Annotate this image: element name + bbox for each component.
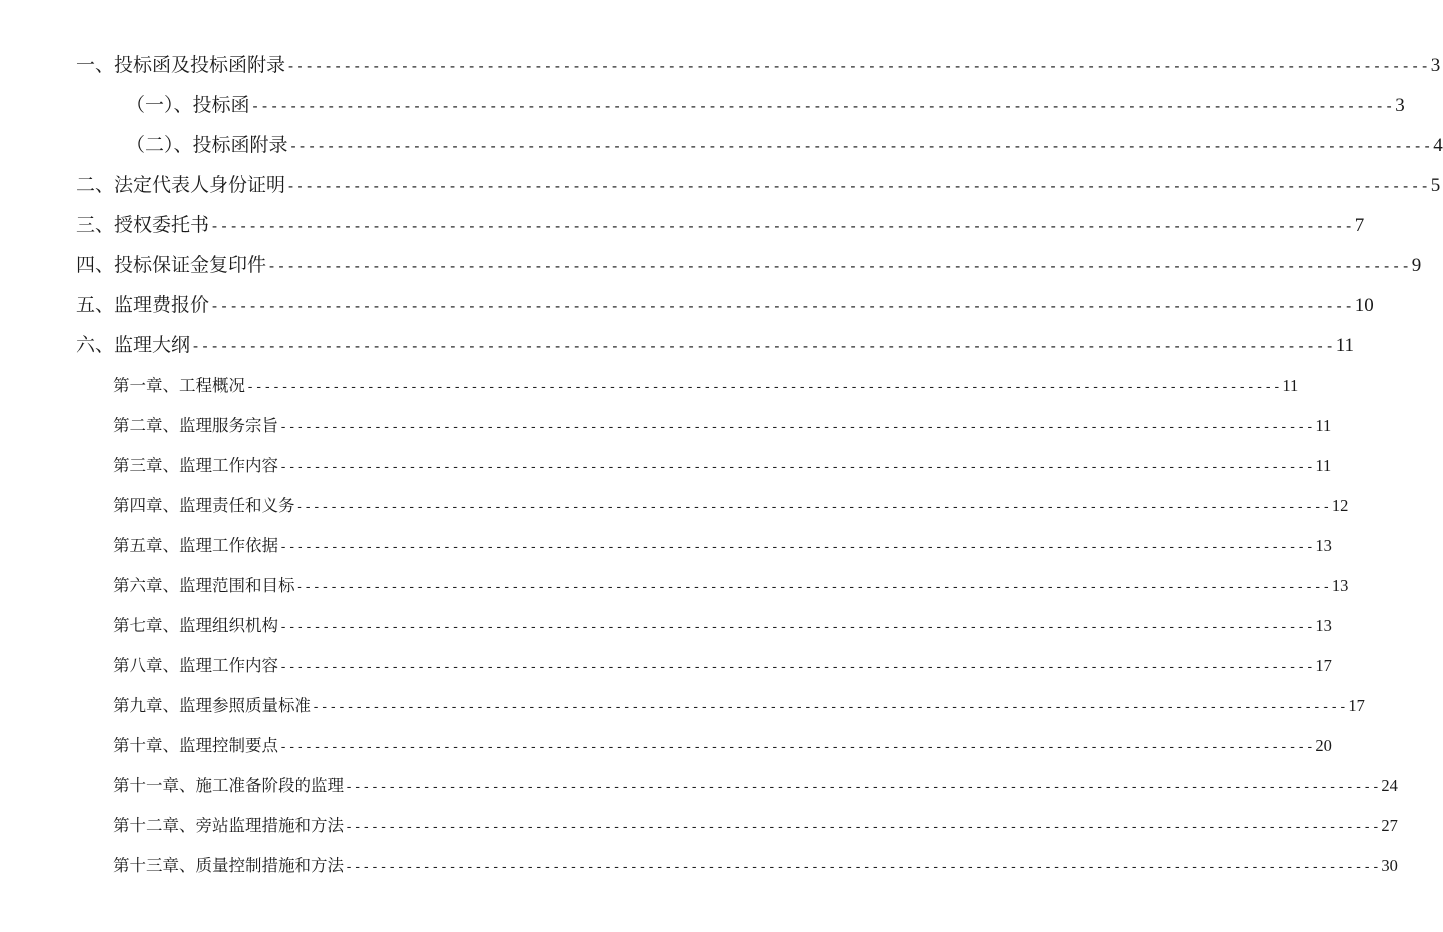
dot-leader: ------------------------------------------------------------------------------------------------------------------------: [295, 499, 1331, 515]
dot-leader: ------------------------------------------------------------------------------------------------------------------------: [295, 579, 1331, 595]
toc-entry[interactable]: [76, 170, 1441, 198]
toc-title: 第十三章、质量控制措施和方法: [113, 856, 344, 875]
toc-title: 第十章、监理控制要点: [113, 736, 278, 755]
toc-entry[interactable]: [126, 130, 1443, 158]
toc-entry[interactable]: [113, 372, 1299, 398]
toc-title: 一、投标函及投标函附录: [76, 54, 286, 76]
toc-page-number: 13: [1315, 536, 1332, 555]
toc-page-number: 13: [1315, 616, 1332, 635]
toc-page-number: 12: [1331, 496, 1349, 515]
toc-page-number: 5: [1430, 175, 1441, 196]
toc-title: 三、授权委托书: [76, 214, 210, 236]
dot-leader: ------------------------------------------------------------------------------------------------------------------------: [279, 739, 1315, 755]
toc-title: 第六章、监理范围和目标: [113, 576, 295, 595]
toc-entry[interactable]: [113, 572, 1349, 598]
toc-page-number: 3: [1430, 55, 1441, 76]
dot-leader: ------------------------------------------------------------------------------------------------------------------------: [279, 419, 1315, 435]
toc-title: 第七章、监理组织机构: [113, 616, 278, 635]
toc-entry[interactable]: [126, 90, 1405, 118]
toc-entry[interactable]: [113, 772, 1398, 798]
toc-entry[interactable]: [113, 412, 1332, 438]
toc-entry[interactable]: [113, 692, 1365, 718]
toc-entry[interactable]: [113, 732, 1332, 758]
toc-page-number: 9: [1411, 255, 1422, 276]
toc-title: （一）、投标函: [126, 94, 250, 116]
toc-page-number: 24: [1381, 776, 1398, 795]
toc-entry[interactable]: [76, 210, 1365, 238]
toc-entry[interactable]: [76, 250, 1422, 278]
toc-entry[interactable]: [113, 492, 1349, 518]
toc-title: 五、监理费报价: [76, 294, 210, 316]
toc-page-number: 13: [1331, 576, 1349, 595]
toc-title: 六、监理大纲: [76, 334, 191, 356]
toc-page-number: 11: [1315, 456, 1332, 475]
toc-title: 第十二章、旁站监理措施和方法: [113, 816, 344, 835]
dot-leader: ------------------------------------------------------------------------------------------------------------------------: [286, 57, 1430, 75]
toc-entry[interactable]: [113, 532, 1332, 558]
toc-entry[interactable]: [76, 290, 1374, 318]
toc-title: 第一章、工程概况: [113, 376, 245, 395]
toc-page-number: 3: [1395, 95, 1405, 116]
toc-page-number: 4: [1433, 135, 1443, 156]
dot-leader: ------------------------------------------------------------------------------------------------------------------------: [345, 779, 1381, 795]
dot-leader: ------------------------------------------------------------------------------------------------------------------------: [250, 97, 1395, 115]
toc-entry[interactable]: [76, 330, 1355, 358]
dot-leader: ------------------------------------------------------------------------------------------------------------------------: [210, 297, 1354, 315]
toc-title: 第二章、监理服务宗旨: [113, 416, 278, 435]
dot-leader: ------------------------------------------------------------------------------------------------------------------------: [345, 859, 1381, 875]
toc-page-number: 30: [1381, 856, 1398, 875]
toc-title: 四、投标保证金复印件: [76, 254, 267, 276]
dot-leader: ------------------------------------------------------------------------------------------------------------------------: [279, 619, 1315, 635]
toc-title: 第十一章、施工准备阶段的监理: [113, 776, 344, 795]
toc-entry[interactable]: [113, 452, 1332, 478]
toc-entry[interactable]: [113, 612, 1332, 638]
toc-title: 第四章、监理责任和义务: [113, 496, 295, 515]
toc-entry[interactable]: [113, 852, 1398, 878]
toc-page-number: 7: [1354, 215, 1365, 236]
dot-leader: ------------------------------------------------------------------------------------------------------------------------: [267, 257, 1411, 275]
toc-entry[interactable]: [113, 652, 1332, 678]
toc-title: 第五章、监理工作依据: [113, 536, 278, 555]
dot-leader: ------------------------------------------------------------------------------------------------------------------------: [191, 337, 1335, 355]
toc-title: 第九章、监理参照质量标准: [113, 696, 311, 715]
dot-leader: ------------------------------------------------------------------------------------------------------------------------: [246, 379, 1282, 395]
toc-page-number: 11: [1335, 335, 1355, 356]
toc-title: （二）、投标函附录: [126, 134, 288, 156]
toc-title: 第三章、监理工作内容: [113, 456, 278, 475]
toc-page-number: 27: [1381, 816, 1398, 835]
toc-title: 第八章、监理工作内容: [113, 656, 278, 675]
toc-title: 二、法定代表人身份证明: [76, 174, 286, 196]
toc-entry[interactable]: [113, 812, 1398, 838]
dot-leader: ------------------------------------------------------------------------------------------------------------------------: [279, 659, 1315, 675]
toc-page-number: 20: [1315, 736, 1332, 755]
dot-leader: ------------------------------------------------------------------------------------------------------------------------: [312, 699, 1348, 715]
toc-page-number: 10: [1354, 295, 1374, 316]
dot-leader: ------------------------------------------------------------------------------------------------------------------------: [210, 217, 1354, 235]
dot-leader: ------------------------------------------------------------------------------------------------------------------------: [288, 137, 1433, 155]
toc-entry[interactable]: [76, 50, 1441, 78]
dot-leader: ------------------------------------------------------------------------------------------------------------------------: [345, 819, 1381, 835]
dot-leader: ------------------------------------------------------------------------------------------------------------------------: [279, 539, 1315, 555]
dot-leader: ------------------------------------------------------------------------------------------------------------------------: [286, 177, 1430, 195]
toc-page-number: 11: [1282, 376, 1299, 395]
toc-page-number: 17: [1315, 656, 1332, 675]
toc-page-number: 11: [1315, 416, 1332, 435]
dot-leader: ------------------------------------------------------------------------------------------------------------------------: [279, 459, 1315, 475]
toc-page-number: 17: [1348, 696, 1365, 715]
